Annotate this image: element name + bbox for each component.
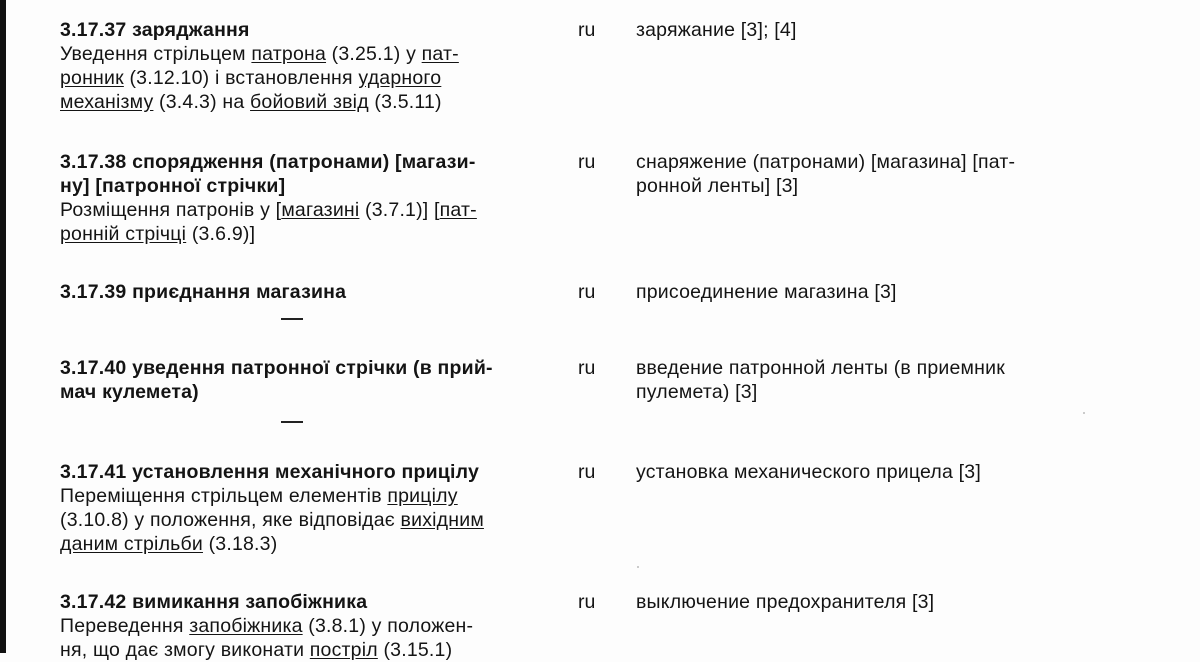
cross-reference-link: пат- — [421, 43, 459, 65]
definition-line — [60, 484, 535, 508]
entry-definition — [60, 484, 535, 556]
entry-term — [60, 460, 535, 484]
no-definition-dash — [281, 421, 303, 423]
language-code: ru — [578, 19, 596, 41]
cross-reference-link: магазині — [281, 199, 360, 221]
entry-ukrainian-column — [60, 460, 535, 556]
entry-russian-equivalent — [636, 356, 1096, 404]
entry-term — [60, 356, 535, 404]
cross-reference-link: ударного — [358, 67, 442, 89]
cross-reference-link: ронник — [60, 67, 124, 89]
def-text: (3.5.11) — [368, 91, 442, 113]
definition-line — [60, 66, 535, 90]
cross-reference-link: механізму — [60, 91, 154, 113]
def-text: (3.15.1) — [377, 639, 453, 661]
no-definition-dash — [281, 318, 303, 320]
entry-ukrainian-column — [60, 150, 535, 246]
definition-line — [60, 222, 535, 246]
def-text: ня, що дає змогу виконати — [60, 639, 310, 661]
term-line: 3.17.37 заряджання — [60, 19, 250, 41]
language-code: ru — [578, 281, 596, 303]
ru-line: выключение предохранителя [3] — [636, 591, 935, 613]
cross-reference-link: вихідним — [400, 509, 484, 531]
entry-term — [60, 150, 535, 198]
language-code: ru — [578, 591, 596, 613]
entry-russian-equivalent — [636, 460, 1096, 484]
definition-line — [60, 532, 535, 556]
def-text: Переведення — [60, 615, 190, 637]
entry-russian-equivalent — [636, 18, 1096, 42]
entry-ukrainian-column — [60, 356, 535, 404]
definition-line — [60, 42, 535, 66]
cross-reference-link: бойовий звід — [250, 91, 369, 113]
entry-russian-equivalent — [636, 150, 1096, 198]
def-text: (3.10.8) у положення, яке відповідає — [60, 509, 401, 531]
term-line: 3.17.42 вимикання запобіжника — [60, 591, 368, 613]
entry-ukrainian-column — [60, 18, 535, 114]
entry-term — [60, 590, 535, 614]
def-text: Розміщення патронів у [ — [60, 199, 282, 221]
language-code: ru — [578, 461, 596, 483]
def-text: (3.8.1) у положен- — [302, 615, 474, 637]
cross-reference-link: прицілу — [387, 485, 458, 507]
entry-definition — [60, 42, 535, 114]
cross-reference-link: даним стрільби — [60, 533, 203, 555]
cross-reference-link: пат- — [439, 199, 477, 221]
ru-line: присоединение магазина [3] — [636, 281, 897, 303]
term-line: мач кулемета) — [60, 381, 199, 403]
ru-line: заряжание [3]; [4] — [636, 19, 797, 41]
definition-line — [60, 638, 535, 662]
def-text: (3.6.9)] — [186, 223, 256, 245]
term-line: 3.17.40 уведення патронної стрічки (в прий- — [60, 357, 493, 379]
definition-line — [60, 508, 535, 532]
def-text: (3.25.1) у — [326, 43, 422, 65]
entry-term — [60, 280, 535, 304]
entry-definition — [60, 614, 535, 662]
def-text: Уведення стрільцем — [60, 43, 252, 65]
def-text: (3.7.1)] [ — [359, 199, 440, 221]
entry-ukrainian-column — [60, 280, 535, 304]
definition-line — [60, 90, 535, 114]
language-code: ru — [578, 151, 596, 173]
ru-line: установка механического прицела [3] — [636, 461, 981, 483]
def-text: (3.12.10) і встановлення — [123, 67, 359, 89]
def-text: (3.4.3) на — [153, 91, 251, 113]
def-text: (3.18.3) — [202, 533, 278, 555]
entry-term — [60, 18, 535, 42]
term-line: ну] [патронної стрічки] — [60, 175, 286, 197]
cross-reference-link: ронній стрічці — [60, 223, 187, 245]
ru-line: введение патронной ленты (в приемник — [636, 357, 1005, 379]
entry-ukrainian-column — [60, 590, 535, 662]
ru-line: ронной ленты] [3] — [636, 175, 799, 197]
scan-speck — [637, 566, 639, 568]
entry-russian-equivalent — [636, 590, 1096, 614]
entry-definition — [60, 198, 535, 246]
definition-line — [60, 198, 535, 222]
term-line: 3.17.41 установлення механічного прицілу — [60, 461, 479, 483]
language-code: ru — [578, 357, 596, 379]
term-line: 3.17.39 приєднання магазина — [60, 281, 347, 303]
cross-reference-link: патрона — [251, 43, 327, 65]
cross-reference-link: постріл — [309, 639, 378, 661]
ru-line: снаряжение (патронами) [магазина] [пат- — [636, 151, 1016, 173]
ru-line: пулемета) [3] — [636, 381, 758, 403]
def-text: Переміщення стрільцем елементів — [60, 485, 388, 507]
term-line: 3.17.38 спорядження (патронами) [магази- — [60, 151, 476, 173]
cross-reference-link: запобіжника — [189, 615, 303, 637]
entry-russian-equivalent — [636, 280, 1096, 304]
scan-speck — [1083, 412, 1085, 414]
definition-line — [60, 614, 535, 638]
